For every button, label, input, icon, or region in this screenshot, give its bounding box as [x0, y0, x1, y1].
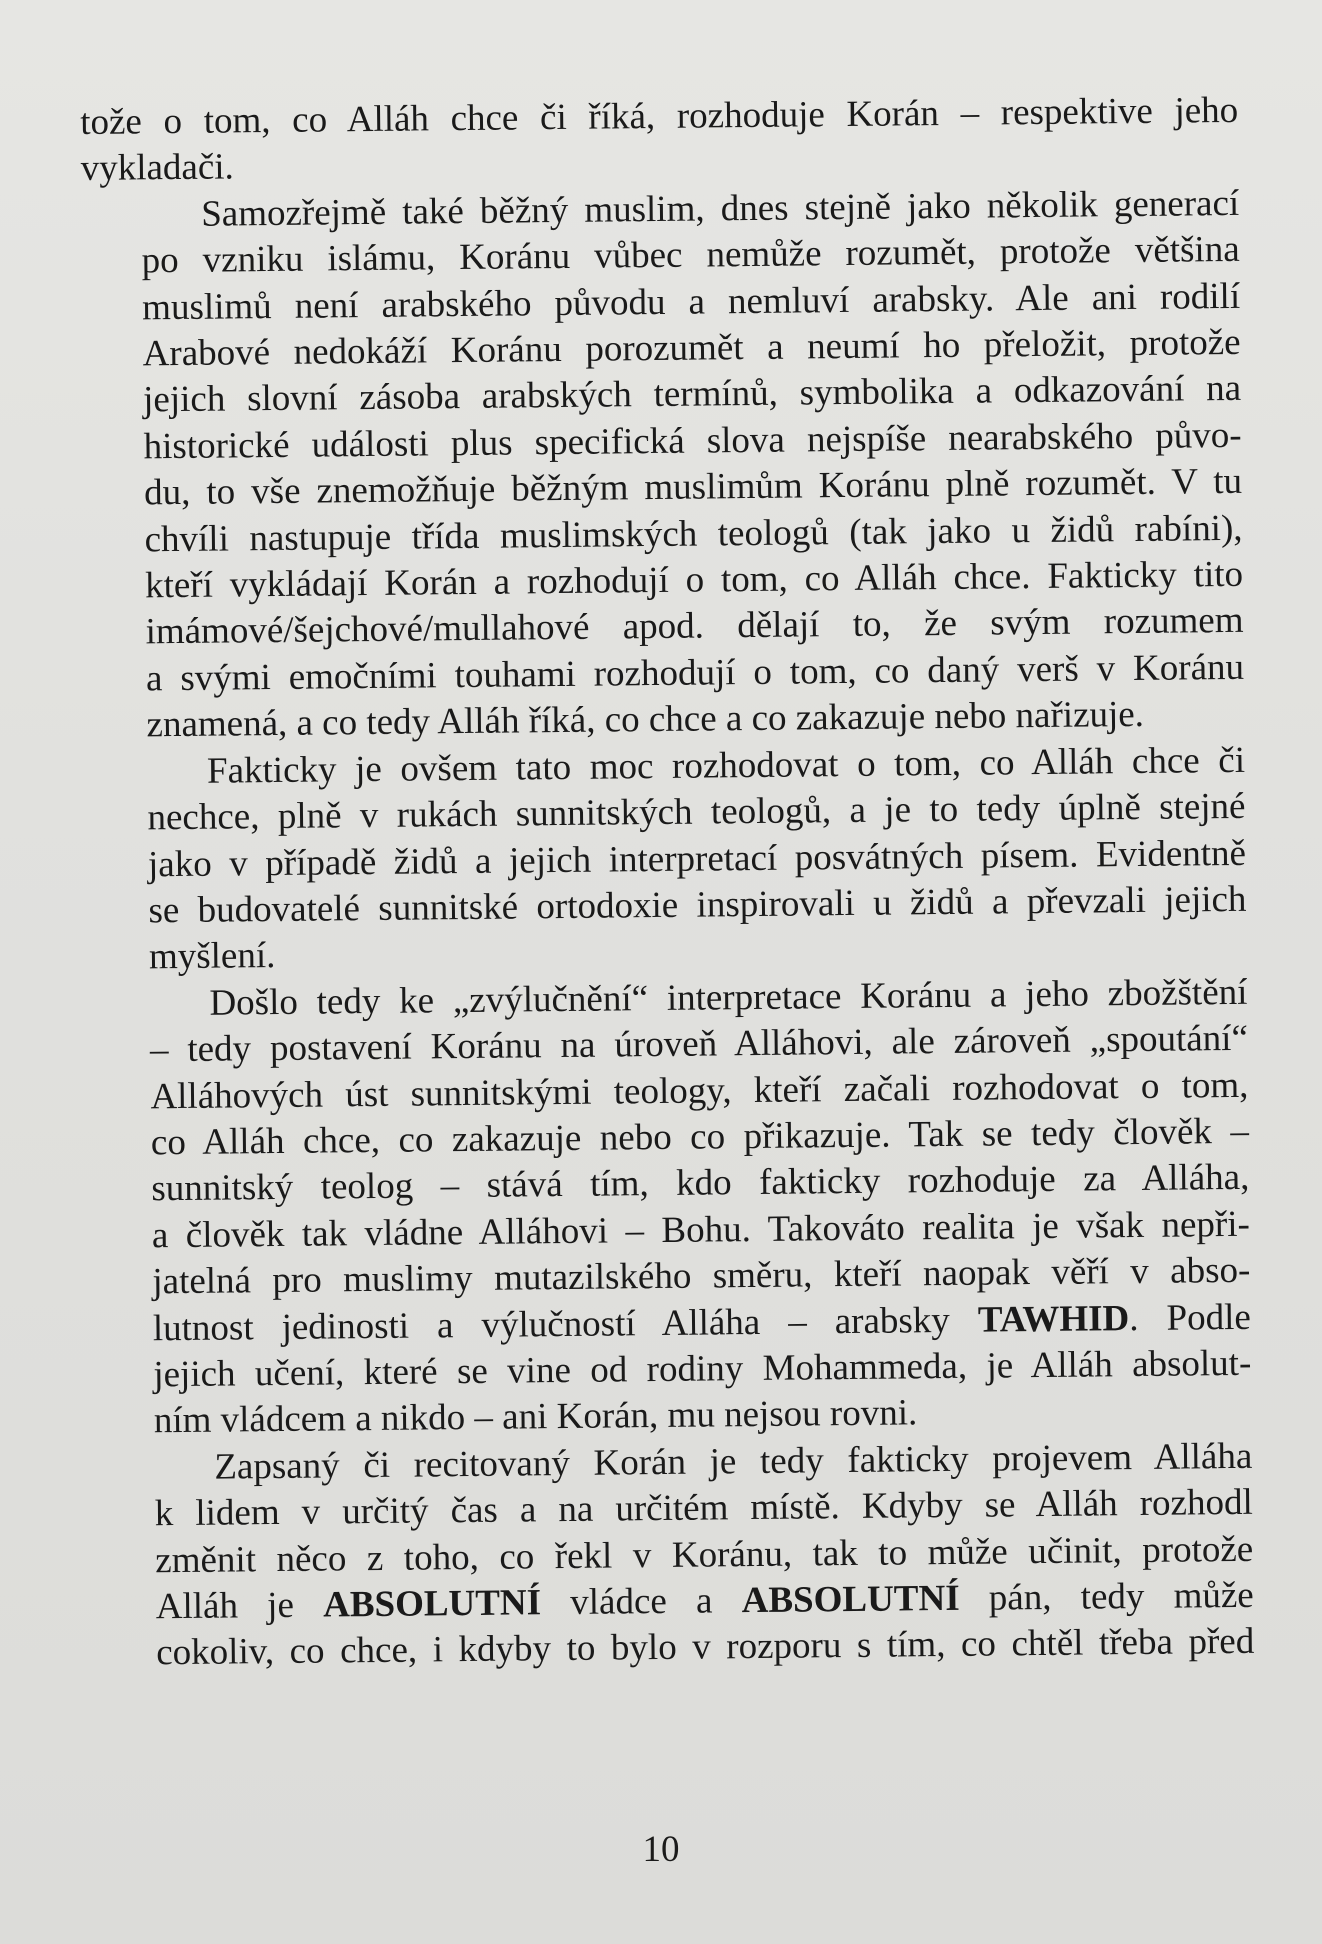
text-line: jejich učení, které se vine od rodiny Mohammeda, je Alláh absolut- [153, 1342, 1252, 1396]
text-line: co Alláh chce, co zakazuje nebo co přikazuje. Tak se tedy člověk – [150, 1110, 1250, 1164]
text-line: k lidem v určitý čas a na určitém místě. Kdyby se Alláh rozhodl [154, 1481, 1253, 1535]
text-line: muslimů není arabského původu a nemluví arabsky. Ale ani rodilí [141, 275, 1241, 328]
paragraph [94, 1434, 1254, 1678]
text-line: jatelná pro muslimy mutazilského směru, kteří naopak věří v abso- [152, 1249, 1251, 1303]
text-line: znamená, a co tedy Alláh říká, co chce a co zakazuje nebo nařizuje. [146, 694, 1145, 746]
text-line: Došlo tedy ke „zvýlučnění“ interpretace Koránu a jeho zbožštění [209, 971, 1248, 1024]
body-text [80, 88, 1254, 1678]
text-line: cokoliv, co chce, i kdyby to bylo v rozporu s tím, co chtěl třeba před [156, 1621, 1255, 1674]
text-line: změnit něco z toho, co řekl v Koránu, tak to může učinit, protože [155, 1528, 1254, 1581]
paragraph [87, 738, 1247, 982]
paragraph [81, 181, 1245, 750]
text-line: a svými emočními touhami rozhodují o tom, co daný verš v Koránu [145, 646, 1245, 700]
text-line: vykladači. [80, 146, 235, 190]
text-line: Zapsaný či recitovaný Korán je tedy fakticky projevem Alláha [214, 1435, 1253, 1488]
text-line: se budovatelé sunnitské ortodoxie inspirovali u židů a převzali jejich [148, 878, 1247, 932]
text-line: nechce, plně v rukách sunnitských teologů, a je to tedy úplně stejné [147, 785, 1246, 839]
text-line: Alláh je ABSOLUTNÍ vládce a ABSOLUTNÍ pán, tedy může [155, 1574, 1254, 1628]
text-line: Samozřejmě také běžný muslim, dnes stejně jako několik generací [200, 182, 1240, 235]
text-line: imámové/šejchové/mullahové apod. dělají to, že svým rozumem [145, 600, 1244, 653]
text-line: myšlení. [148, 935, 276, 978]
text-line: sunnitský teolog – stává tím, kdo fakticky rozhoduje za Alláha, [151, 1157, 1250, 1210]
text-line: jejich slovní zásoba arabských termínů, symbolika a odkazování na [142, 368, 1242, 421]
text-line: du, to vše znemožňuje běžným muslimům Koránu plně rozumět. V tu [143, 461, 1243, 514]
text-line: Alláhových úst sunnitskými teology, kteří začali rozhodovat o tom, [150, 1064, 1249, 1117]
bold-term: TAWHID [977, 1297, 1130, 1341]
text-line: a člověk tak vládne Alláhovi – Bohu. Takováto realita je však nepři- [151, 1203, 1251, 1257]
bold-term: ABSOLUTNÍ [741, 1577, 960, 1622]
text-line: ním vládcem a nikdo – ani Korán, mu nejsou rovni. [153, 1392, 918, 1442]
text-line: historické události plus specifická slova nejspíše nearabského půvo- [143, 414, 1242, 468]
text-line: jako v případě židů a jejich interpretací posvátných písem. Evidentně [147, 832, 1247, 885]
bold-term: ABSOLUTNÍ [322, 1582, 542, 1626]
text-line: – tedy postavení Koránu na úroveň Alláhovi, ale zároveň „spoutání“ [149, 1017, 1249, 1071]
paragraph [80, 88, 1239, 193]
text-line: po vzniku islámu, Koránu vůbec nemůže rozumět, protože většina [141, 229, 1240, 282]
text-line: Arabové nedokáží Koránu porozumět a neumí ho přeložit, protože [142, 321, 1241, 375]
paragraph [89, 970, 1252, 1446]
text-line: kteří vykládají Korán a rozhodují o tom, co Alláh chce. Fakticky tito [144, 553, 1244, 607]
text-line: tože o tom, co Alláh chce či říká, rozhoduje Korán – respektive jeho [80, 89, 1239, 143]
text-line: lutnost jedinosti a výlučností Alláha – arabsky TAWHID. Podle [152, 1296, 1252, 1349]
text-line: chvíli nastupuje třída muslimských teologů (tak jako u židů rabíni), [144, 507, 1243, 561]
text-line: Fakticky je ovšem tato moc rozhodovat o tom, co Alláh chce či [206, 739, 1246, 792]
page-number: 10 [642, 1829, 680, 1870]
